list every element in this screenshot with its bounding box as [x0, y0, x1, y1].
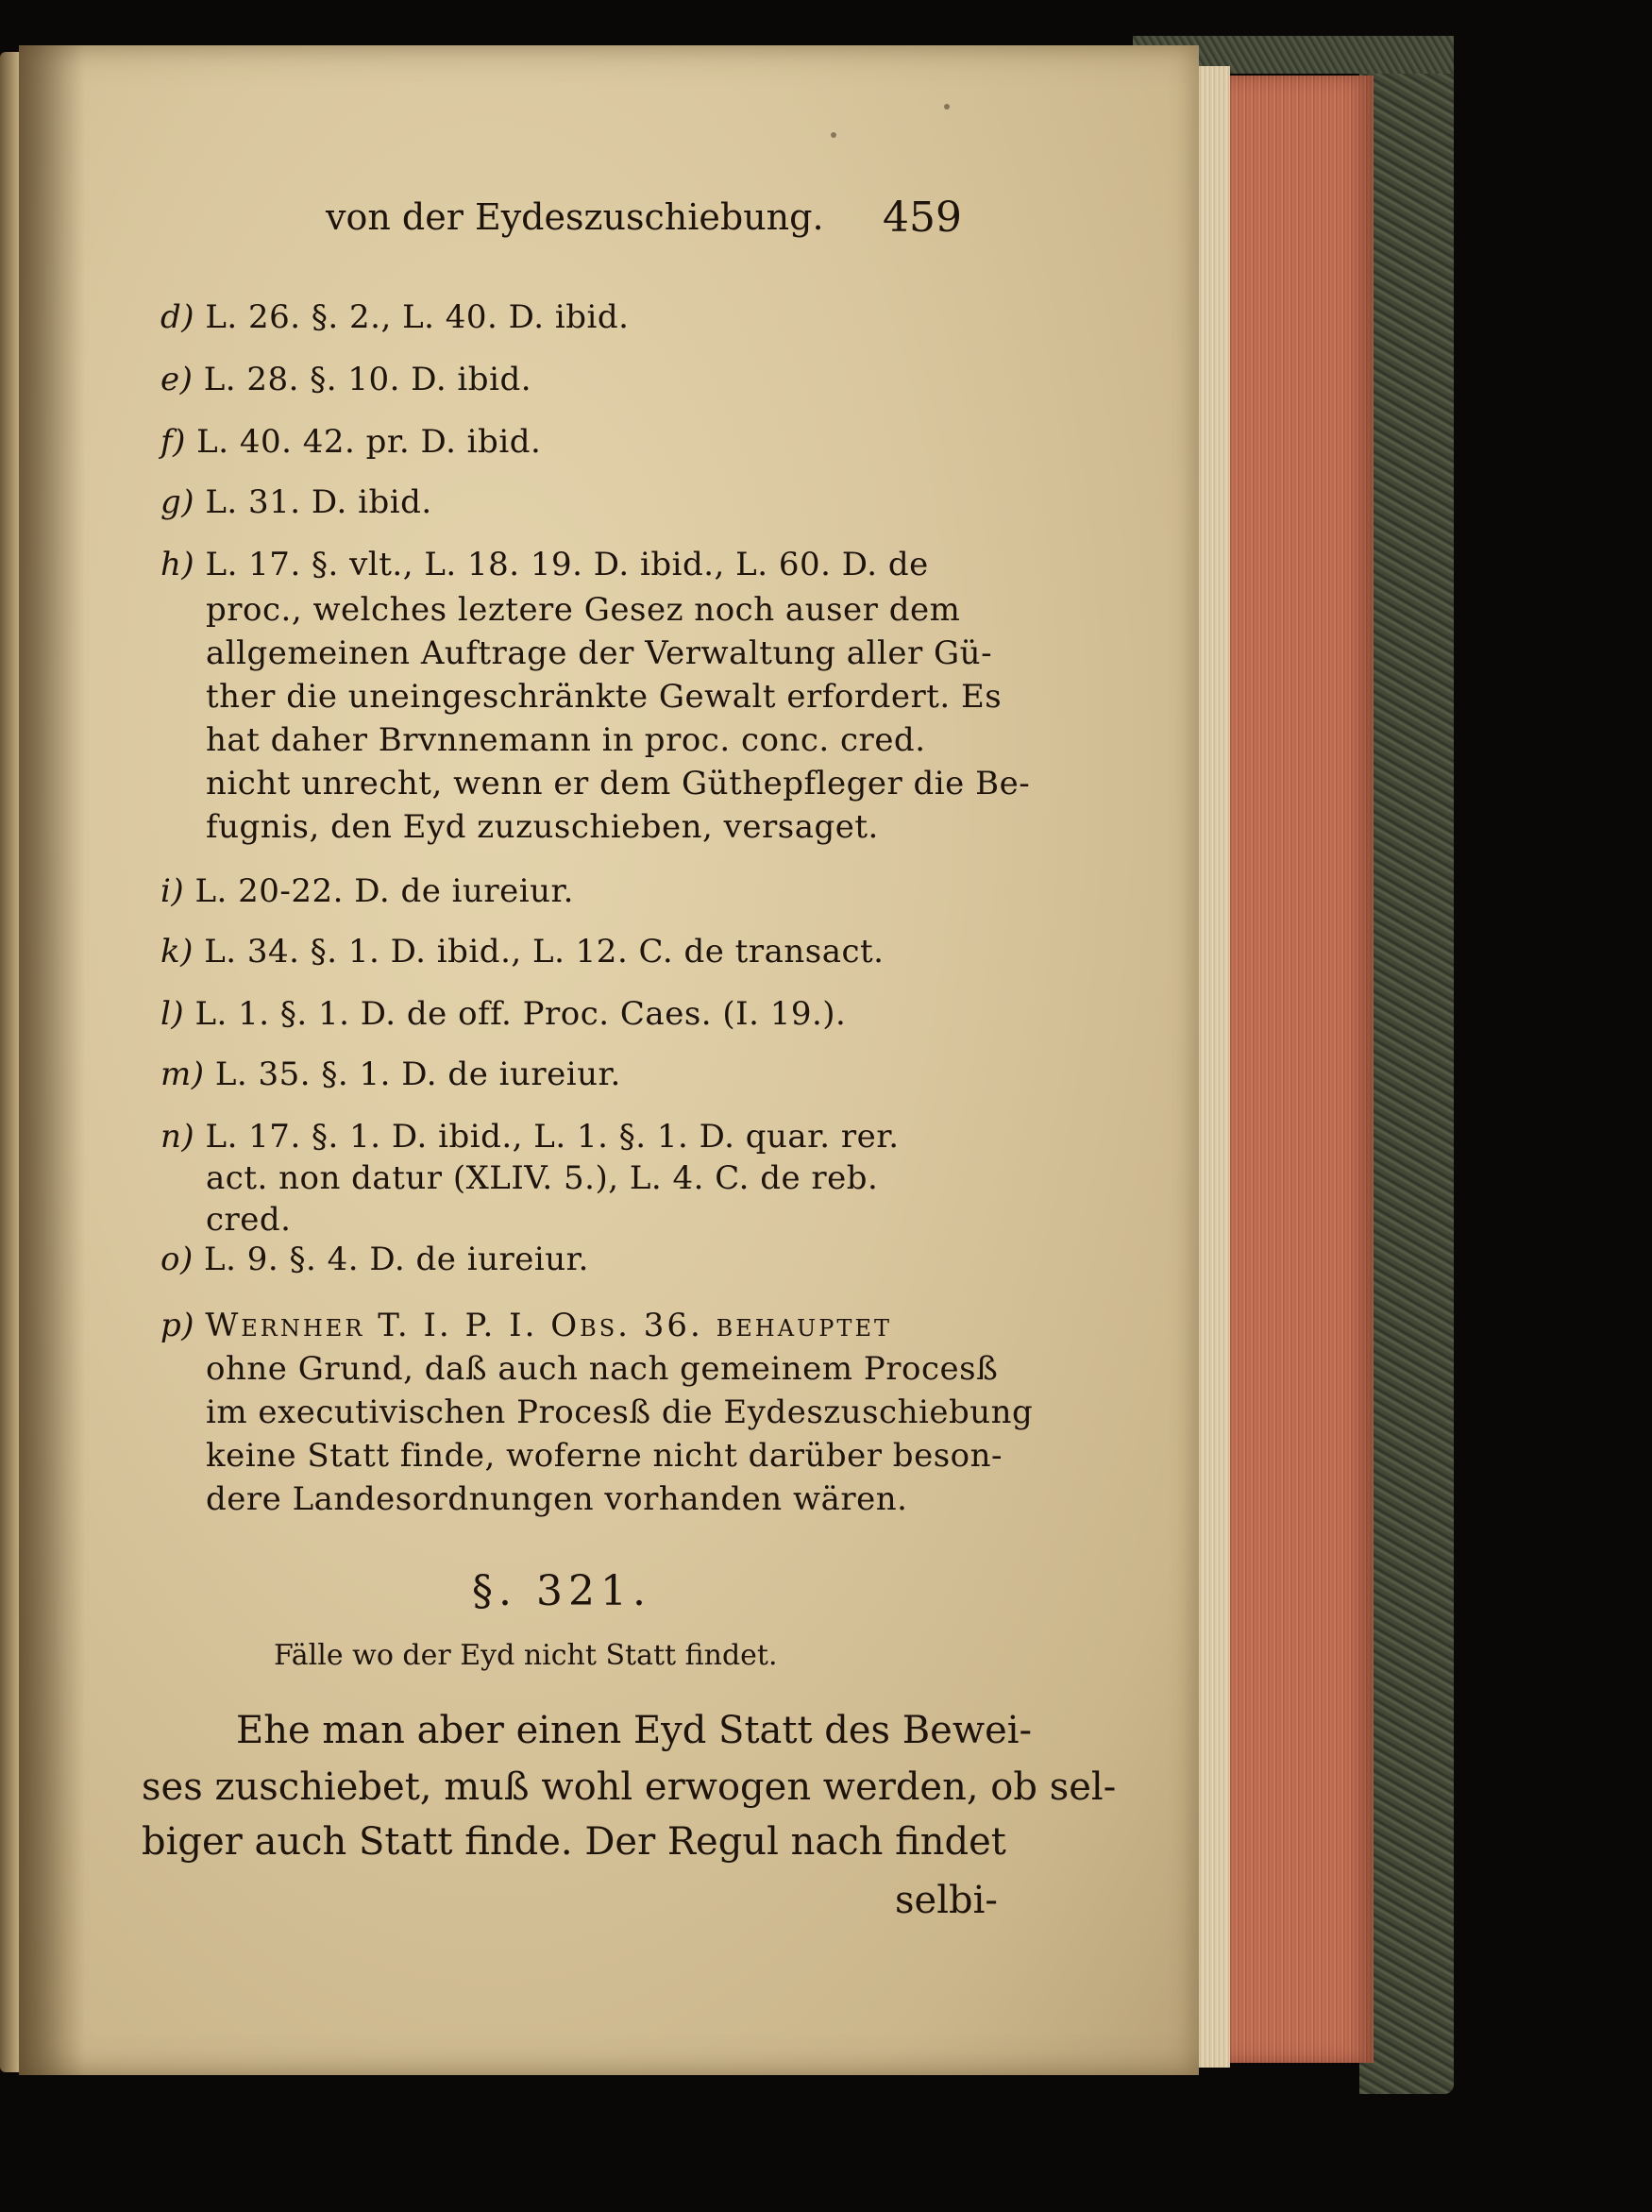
- footnote-mark: o): [160, 1241, 194, 1278]
- footnote-mark: d): [160, 298, 195, 336]
- footnote-line: proc., welches leztere Gesez noch auser dem: [206, 591, 961, 629]
- ink-speck: [831, 132, 836, 138]
- footnote-g: [160, 483, 432, 521]
- body-line: ses zuschiebet, muß wohl erwogen werden, ob sel-: [142, 1765, 1117, 1809]
- footnote-mark: i): [160, 872, 185, 910]
- footnote-line: cred.: [206, 1201, 292, 1239]
- footnote-mark: h): [160, 546, 195, 583]
- footnote-mark: e): [160, 361, 194, 398]
- ink-speck: [944, 104, 950, 110]
- footnote-p: [160, 1307, 892, 1344]
- footnote-mark: n): [160, 1118, 195, 1156]
- footnote-line: ohne Grund, daß auch nach gemeinem Procesß: [206, 1350, 999, 1388]
- footnote-l: [160, 995, 846, 1033]
- footnote-text: L. 17. §. 1. D. ibid., L. 1. §. 1. D. quar. rer.: [205, 1118, 900, 1156]
- footnote-d: [160, 298, 629, 336]
- footnote-m: [160, 1055, 621, 1093]
- footnote-mark: k): [160, 933, 194, 971]
- footnote-text: L. 9. §. 4. D. de iureiur.: [204, 1241, 589, 1278]
- footnote-line: nicht unrecht, wenn er dem Güthepfleger die Be-: [206, 765, 1031, 802]
- section-number: §. 321.: [472, 1567, 651, 1615]
- footnote-line: ther die uneingeschränkte Gewalt erfordert. Es: [206, 678, 1003, 716]
- footnote-line: act. non datur (XLIV. 5.), L. 4. C. de reb.: [206, 1159, 879, 1197]
- footnote-i: [160, 872, 574, 910]
- footnote-text: L. 35. §. 1. D. de iureiur.: [214, 1055, 621, 1093]
- footnote-text: L. 31. D. ibid.: [205, 483, 432, 521]
- footnote-line: im executivischen Procesß die Eydeszuschiebung: [206, 1393, 1034, 1431]
- footnote-text: L. 26. §. 2., L. 40. D. ibid.: [205, 298, 630, 336]
- footnote-text: L. 28. §. 10. D. ibid.: [203, 361, 532, 398]
- footnote-line: keine Statt finde, woferne nicht darüber beson-: [206, 1437, 1003, 1475]
- gutter-shadow: [19, 45, 85, 2075]
- footnote-mark: g): [160, 483, 195, 521]
- footnote-text: L. 17. §. vlt., L. 18. 19. D. ibid., L. 60. D. de: [205, 546, 929, 583]
- footnote-line: allgemeinen Auftrage der Verwaltung aller Gü-: [206, 634, 993, 672]
- footnote-f: [160, 423, 541, 461]
- body-line: biger auch Statt finde. Der Regul nach findet: [142, 1820, 1006, 1864]
- book-cover-board: [1359, 36, 1454, 2094]
- footnote-text: L. 40. 42. pr. D. ibid.: [196, 423, 542, 461]
- footnote-n: [160, 1118, 900, 1156]
- footnote-h: [160, 546, 929, 583]
- footnote-k: [160, 933, 884, 971]
- footnote-text: L. 1. §. 1. D. de off. Proc. Caes. (I. 19.).: [194, 995, 847, 1033]
- footnote-line: dere Landesordnungen vorhanden wären.: [206, 1480, 908, 1518]
- body-line: Ehe man aber einen Eyd Statt des Bewei-: [236, 1709, 1033, 1752]
- footnote-text: L. 34. §. 1. D. ibid., L. 12. C. de transact.: [204, 933, 885, 971]
- footnote-mark: m): [160, 1055, 205, 1093]
- footnote-text: Wernher T. I. P. I. Obs. 36. behauptet: [205, 1307, 892, 1344]
- footnote-mark: l): [160, 995, 185, 1033]
- section-title: Fälle wo der Eyd nicht Statt findet.: [274, 1639, 778, 1672]
- footnote-line: fugnis, den Eyd zuzuschieben, versaget.: [206, 808, 879, 846]
- page-number: 459: [883, 194, 962, 242]
- catchword: selbi-: [895, 1879, 998, 1922]
- footnote-mark: f): [160, 423, 186, 461]
- running-title: von der Eydeszuschiebung.: [326, 196, 824, 238]
- footnote-o: [160, 1241, 589, 1278]
- footnote-line: hat daher Brvnnemann in proc. conc. cred.: [206, 721, 926, 759]
- footnote-e: [160, 361, 531, 398]
- footnote-mark: p): [160, 1307, 195, 1344]
- footnote-text: L. 20-22. D. de iureiur.: [194, 872, 574, 910]
